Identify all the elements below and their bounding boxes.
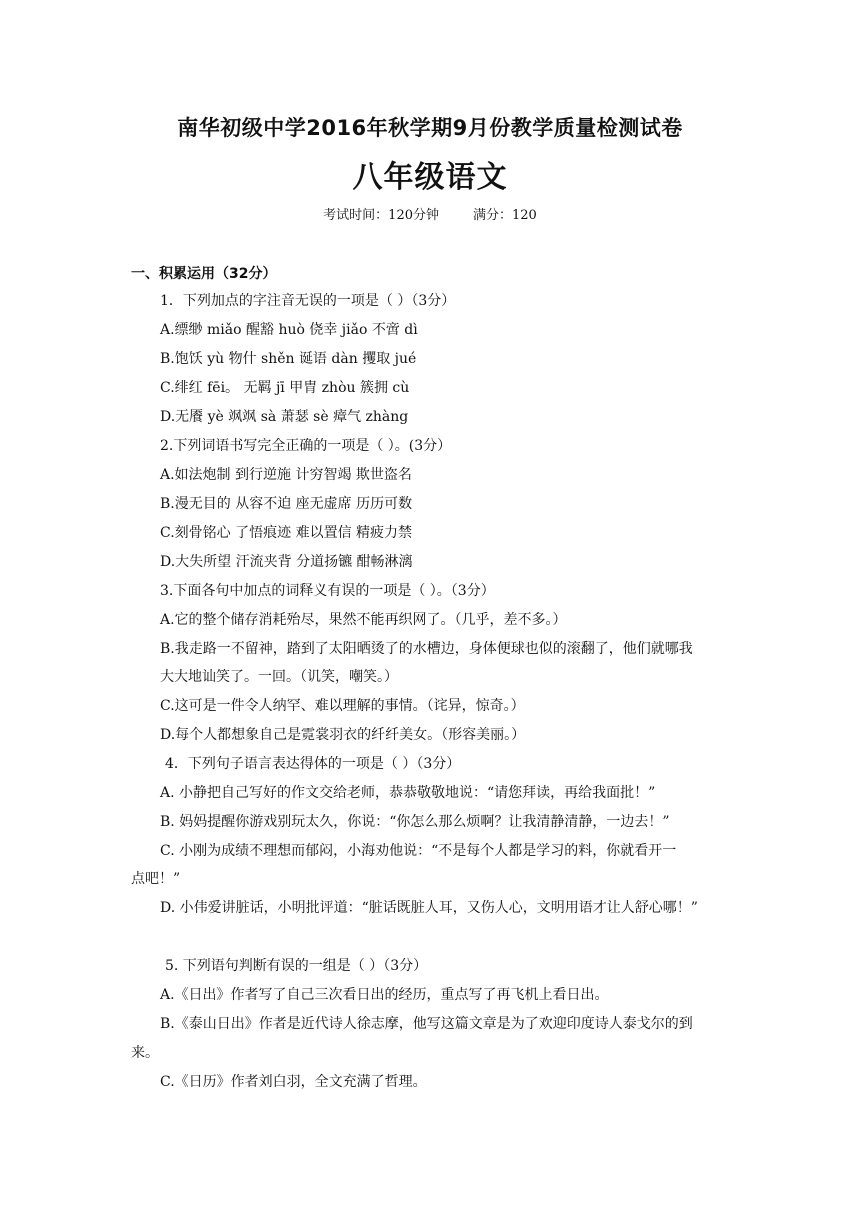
question-1-option-b: B.饱饫 yù 物什 shěn 诞语 dàn 攫取 jué <box>160 351 417 367</box>
subject-title: 八年级语文 <box>352 160 508 195</box>
question-4-stem: 4．下列句子语言表达得体的一项是（ ）（3分） <box>165 756 461 772</box>
question-2-option-c: C.刻骨铭心 了悟痕迹 难以置信 精疲力禁 <box>160 525 413 541</box>
question-2-option-d: D.大失所望 汗流夹背 分道扬镳 酣畅淋漓 <box>160 554 413 570</box>
exam-title: 南华初级中学2016年秋学期9月份教学质量检测试卷 <box>177 116 683 140</box>
question-5-option-b-line2: 来。 <box>131 1045 159 1061</box>
section-heading: 一、积累运用（32分） <box>131 266 277 282</box>
question-1-option-d: D.无餍 yè 飒飒 sà 萧瑟 sè 瘴气 zhàng <box>160 409 409 425</box>
question-3-option-c: C.这可是一件令人纳罕、难以理解的事情。（诧异，惊奇。） <box>160 698 525 714</box>
question-5-option-a: A.《日出》作者写了自己三次看日出的经历，重点写了再飞机上看日出。 <box>160 987 609 1003</box>
question-3-stem: 3.下面各句中加点的词释义有误的一项是（ ）。（3分） <box>160 583 495 599</box>
question-1-option-a: A.缥缈 miǎo 醒豁 huò 侥幸 jiǎo 不啻 dì <box>160 322 418 338</box>
question-4-option-b: B. 妈妈提醒你游戏别玩太久，你说：“你怎么那么烦啊？让我清静清静，一边去！” <box>160 814 670 830</box>
question-3-option-b-line2: 大大地讪笑了。一回。（讥笑，嘲笑。） <box>160 669 398 685</box>
question-4-option-c-line2: 点吧！” <box>131 871 181 887</box>
question-2-stem: 2.下列词语书写完全正确的一项是（ ）。(3分） <box>160 438 452 454</box>
question-5-option-c: C.《日历》作者刘白羽，全文充满了哲理。 <box>160 1074 427 1090</box>
exam-time: 考试时间：120分钟 <box>323 208 439 223</box>
question-5-stem: 5. 下列语句判断有误的一组是（ ）（3分） <box>165 958 428 974</box>
question-5-option-b-line1: B.《泰山日出》作者是近代诗人徐志摩，他写这篇文章是为了欢迎印度诗人泰戈尔的到 <box>160 1016 693 1032</box>
question-1-stem: 1．下列加点的字注音无误的一项是（ ）（3分） <box>160 293 456 309</box>
exam-info <box>0 204 860 223</box>
question-3-option-d: D.每个人都想象自己是霓裳羽衣的纤纤美女。（形容美丽。） <box>160 727 526 743</box>
question-3-option-b-line1: B.我走路一不留神，踏到了太阳晒烫了的水槽边，身体便球也似的滚翻了，他们就哪我 <box>160 641 693 657</box>
question-2-option-b: B.漫无目的 从容不迫 座无虚席 历历可数 <box>160 496 413 512</box>
question-4-option-a: A. 小静把自己写好的作文交给老师，恭恭敬敬地说：“请您拜读，再给我面批！” <box>160 785 656 801</box>
question-2-option-a: A.如法炮制 到行逆施 计穷智竭 欺世盗名 <box>160 467 412 483</box>
question-3-option-a: A.它的整个储存消耗殆尽，果然不能再织网了。（几乎，差不多。） <box>160 612 567 628</box>
full-score: 满分：120 <box>473 208 537 223</box>
question-1-option-c: C.绯红 fēi。 无羁 jī 甲胄 zhòu 簇拥 cù <box>160 380 410 396</box>
question-4-option-d: D. 小伟爱讲脏话，小明批评道：“脏话既脏人耳，又伤人心，文明用语才让人舒心哪！” <box>160 900 698 916</box>
question-4-option-c-line1: C. 小刚为成绩不理想而郁闷，小海劝他说：“不是每个人都是学习的料，你就看开一 <box>160 843 677 859</box>
